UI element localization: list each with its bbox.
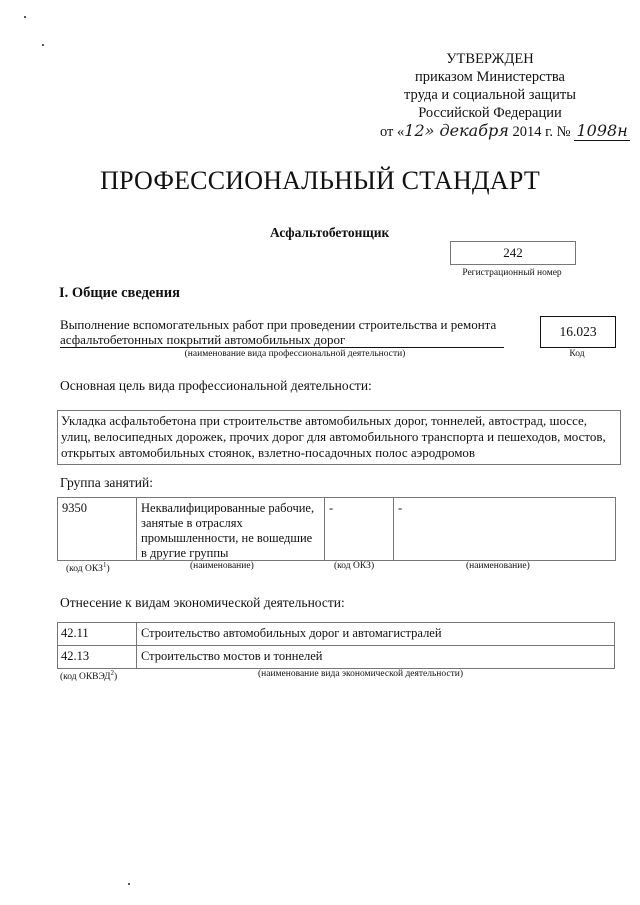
approval-block <box>380 50 628 141</box>
activity-code-caption: Код <box>569 349 585 359</box>
okved-code-cell: 42.13 <box>61 649 90 663</box>
date-month-handwritten: » декабря <box>424 121 509 140</box>
table-row <box>58 645 614 668</box>
scan-speck <box>24 16 26 18</box>
okz-code-cell-2: - <box>324 498 393 560</box>
approval-date-line <box>380 121 628 141</box>
registration-number-label: Регистрационный номер <box>462 268 562 278</box>
goal-label: Основная цель вида профессиональной деятельности: <box>60 378 372 393</box>
activity-name: Выполнение вспомогательных работ при проведении строительства и ремонта асфальтобетонных покрытий автомобильных дорог <box>60 317 504 348</box>
registration-number-box: 242 <box>450 241 576 265</box>
occupation-group-label: Группа занятий: <box>60 475 153 490</box>
economic-activity-name-caption: (наименование вида экономической деятельности) <box>258 669 463 679</box>
okz-code-cell: 9350 <box>62 501 87 515</box>
approval-line: Российской Федерации <box>418 105 562 121</box>
okved-code-caption: (код ОКВЭД$^2$) <box>60 669 118 683</box>
scan-speck <box>128 883 130 885</box>
goal-box: Укладка асфальтобетона при строительстве автомобильных дорог, тоннелей, автострад, шоссе, улиц, велосипедных дорожек, прочих дорог для автомобильного транспорта и пешеходов, мостов, открытых автомобильных стоянок, взлетно-посадочных полос аэродромов <box>57 410 621 465</box>
activity-code-box: 16.023 <box>540 316 616 348</box>
page-title: ПРОФЕССИОНАЛЬНЫЙ СТАНДАРТ <box>100 166 540 195</box>
approval-line: приказом Министерства <box>415 69 565 85</box>
date-prefix: от « <box>380 124 405 140</box>
occupation-name-cell: Неквалифицированные рабочие, занятые в отраслях промышленности, не вошедшие в другие группы <box>136 498 324 560</box>
occupation-name-caption: (наименование) <box>190 561 254 571</box>
activity-caption: (наименование вида профессиональной деятельности) <box>184 349 406 359</box>
economic-activity-name-cell: Строительство мостов и тоннелей <box>136 646 614 668</box>
approval-line: УТВЕРЖДЕН <box>446 51 534 67</box>
occupation-table <box>57 497 616 561</box>
economic-activity-table <box>57 622 615 669</box>
okved-code-cell: 42.11 <box>61 626 89 640</box>
table-row <box>58 623 614 645</box>
occupation-name-cell-2: - <box>393 498 615 560</box>
order-number-handwritten: 1098н <box>574 122 630 141</box>
okz-code-caption-2: (код ОКЗ) <box>334 561 375 571</box>
economic-activity-label: Отнесение к видам экономической деятельности: <box>60 595 345 610</box>
economic-activity-name-cell: Строительство автомобильных дорог и автомагистралей <box>136 623 614 645</box>
profession-name: Асфальтобетонщик <box>270 225 390 240</box>
section-heading: I. Общие сведения <box>59 285 180 301</box>
okz-code-caption: (код ОКЗ$^1$) <box>66 561 110 575</box>
scan-speck <box>42 44 44 46</box>
occupation-name-caption-2: (наименование) <box>466 561 530 571</box>
date-year: 2014 г. № <box>512 124 571 140</box>
date-day-handwritten: 12 <box>404 121 425 140</box>
approval-line: труда и социальной защиты <box>404 87 576 103</box>
